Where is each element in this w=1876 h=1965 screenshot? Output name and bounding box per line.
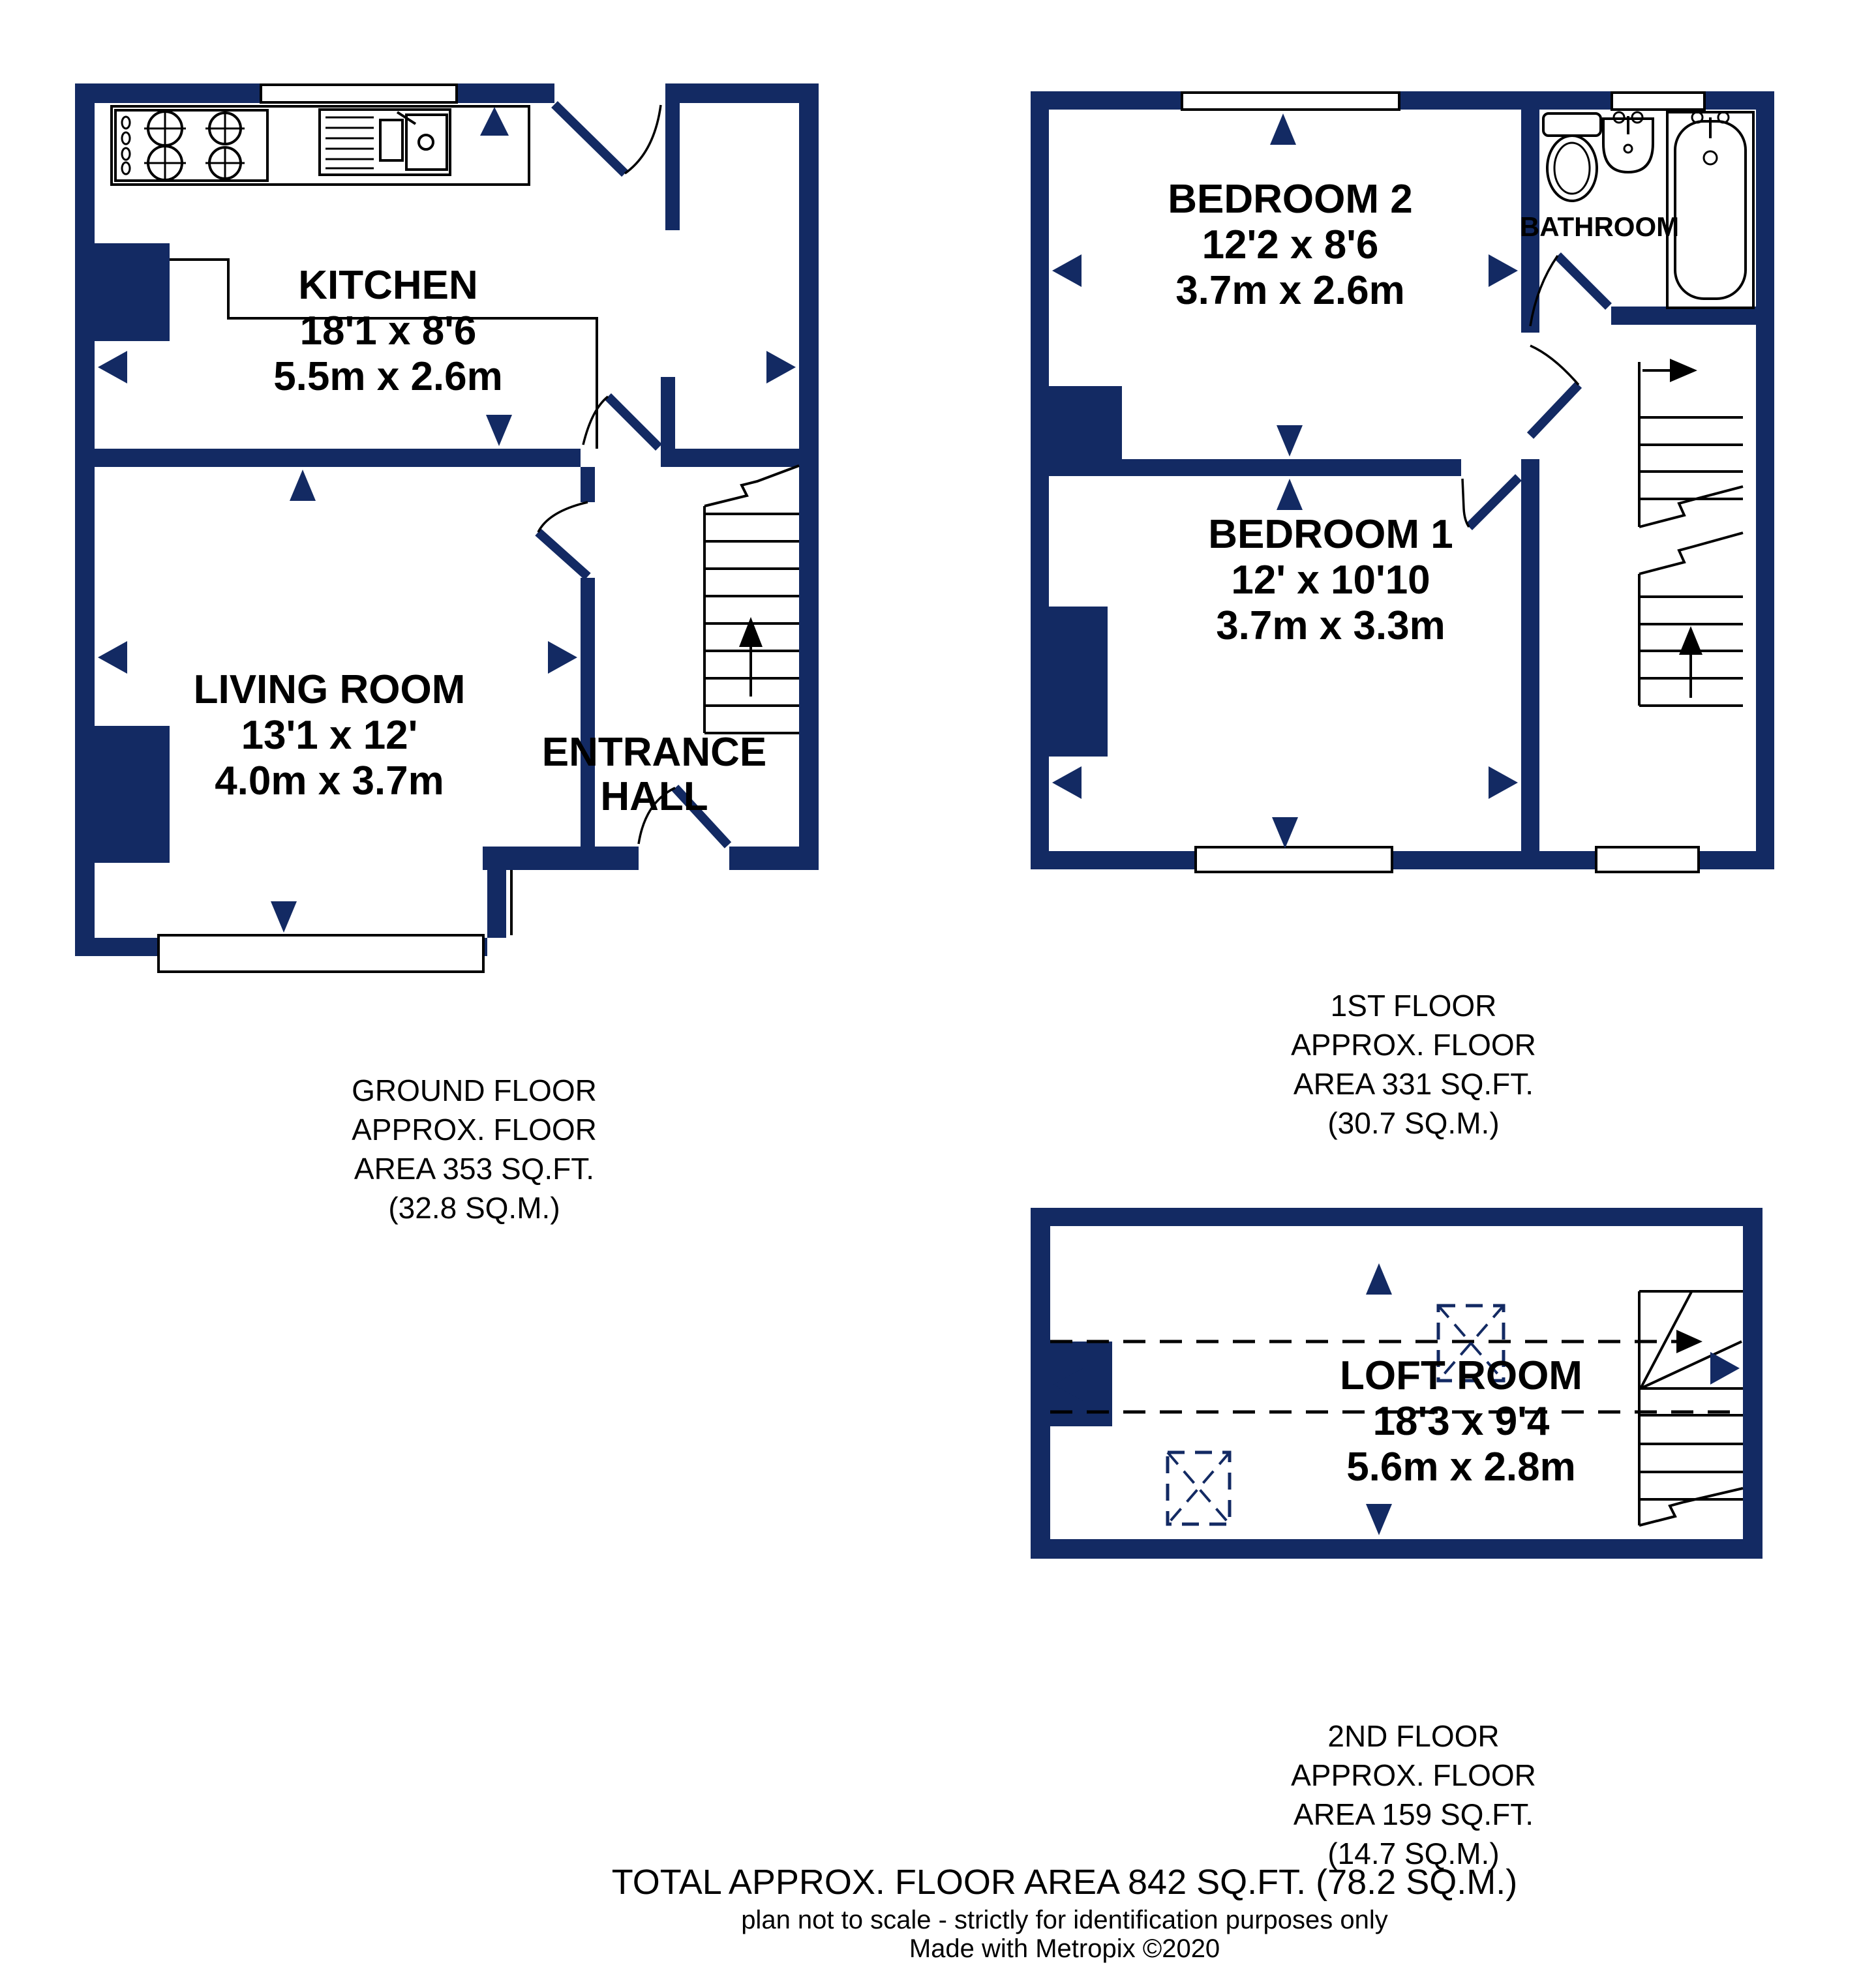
credit-text: Made with Metropix ©2020 xyxy=(909,1934,1220,1963)
skylight-icon-lower xyxy=(1168,1452,1230,1524)
caption-line: AREA 331 SQ.FT. xyxy=(1293,1067,1534,1101)
bedroom1-label: BEDROOM 1 xyxy=(1208,512,1453,557)
living-room-door xyxy=(538,502,588,577)
caption-line: 1ST FLOOR xyxy=(1330,989,1497,1023)
bedroom2-door xyxy=(1530,346,1579,436)
kitchen-size-imperial: 18'1 x 8'6 xyxy=(299,308,477,353)
entrance-hall-label-1: ENTRANCE xyxy=(541,730,767,775)
caption-line: GROUND FLOOR xyxy=(352,1073,597,1107)
bedroom2-size-imperial: 12'2 x 8'6 xyxy=(1202,222,1379,267)
hob-icon xyxy=(115,110,267,181)
loft-room-size-metric: 5.6m x 2.8m xyxy=(1346,1445,1576,1490)
toilet-icon xyxy=(1543,113,1601,201)
loft-stairs xyxy=(1639,1291,1743,1525)
stair-break-line-upper xyxy=(1639,487,1743,527)
loft-room-size-imperial: 18'3 x 9'4 xyxy=(1372,1399,1550,1444)
caption-line: APPROX. FLOOR xyxy=(352,1113,597,1147)
living-room-size-imperial: 13'1 x 12' xyxy=(241,713,418,758)
bedroom1-size-metric: 3.7m x 3.3m xyxy=(1216,603,1445,648)
stair-break-line xyxy=(1639,1488,1743,1525)
first-floor-stairs xyxy=(1639,359,1743,706)
caption-line: APPROX. FLOOR xyxy=(1291,1758,1536,1792)
caption-line: (30.7 SQ.M.) xyxy=(1327,1106,1500,1140)
bedroom1-size-imperial: 12' x 10'10 xyxy=(1231,558,1430,603)
caption-line: AREA 353 SQ.FT. xyxy=(354,1152,595,1186)
living-room-size-metric: 4.0m x 3.7m xyxy=(215,758,444,803)
bedroom2-window xyxy=(1182,93,1399,110)
landing-window xyxy=(1596,847,1699,872)
second-floor-plan xyxy=(1031,1208,1763,1559)
loft-room-label: LOFT ROOM xyxy=(1340,1353,1582,1398)
bathroom-label: BATHROOM xyxy=(1519,211,1680,242)
stair-break-line xyxy=(704,466,799,506)
bedroom1-door xyxy=(1462,477,1519,527)
total-area-text: TOTAL APPROX. FLOOR AREA 842 SQ.FT. (78.2 SQ.M.) xyxy=(611,1863,1518,1902)
caption-line: 2ND FLOOR xyxy=(1327,1719,1500,1753)
kitchen-sink-icon xyxy=(320,110,450,175)
kitchen-size-metric: 5.5m x 2.6m xyxy=(273,354,503,399)
living-room-bay-window xyxy=(159,935,483,972)
kitchen-back-door xyxy=(554,104,661,173)
ground-floor-caption xyxy=(246,1071,703,1227)
bedroom2-label: BEDROOM 2 xyxy=(1168,177,1413,222)
kitchen-door xyxy=(583,397,659,447)
basin-icon xyxy=(1603,112,1653,172)
bedroom2-size-metric: 3.7m x 2.6m xyxy=(1175,268,1405,313)
ground-floor-plan xyxy=(75,83,819,980)
disclaimer-text: plan not to scale - strictly for identification purposes only xyxy=(741,1906,1388,1934)
caption-line: (14.7 SQ.M.) xyxy=(1327,1837,1500,1870)
first-floor-caption xyxy=(1185,986,1642,1143)
kitchen-window xyxy=(261,85,457,102)
entrance-hall-label-2: HALL xyxy=(600,774,708,819)
head-height-arrow xyxy=(1676,1330,1702,1353)
ground-floor-stairs xyxy=(704,466,799,733)
kitchen-label: KITCHEN xyxy=(298,263,478,308)
stair-break-line-lower xyxy=(1639,533,1743,574)
bedroom1-window xyxy=(1196,847,1392,872)
first-floor-plan xyxy=(1031,91,1774,874)
caption-line: (32.8 SQ.M.) xyxy=(388,1191,560,1225)
bathroom-window xyxy=(1612,93,1704,110)
bathroom-door xyxy=(1530,256,1609,326)
caption-line: APPROX. FLOOR xyxy=(1291,1028,1536,1062)
footer xyxy=(282,1863,1847,1963)
bathtub-icon xyxy=(1667,112,1753,308)
caption-line: AREA 159 SQ.FT. xyxy=(1293,1797,1534,1831)
living-room-label: LIVING ROOM xyxy=(193,667,466,712)
second-floor-caption xyxy=(1185,1717,1642,1873)
